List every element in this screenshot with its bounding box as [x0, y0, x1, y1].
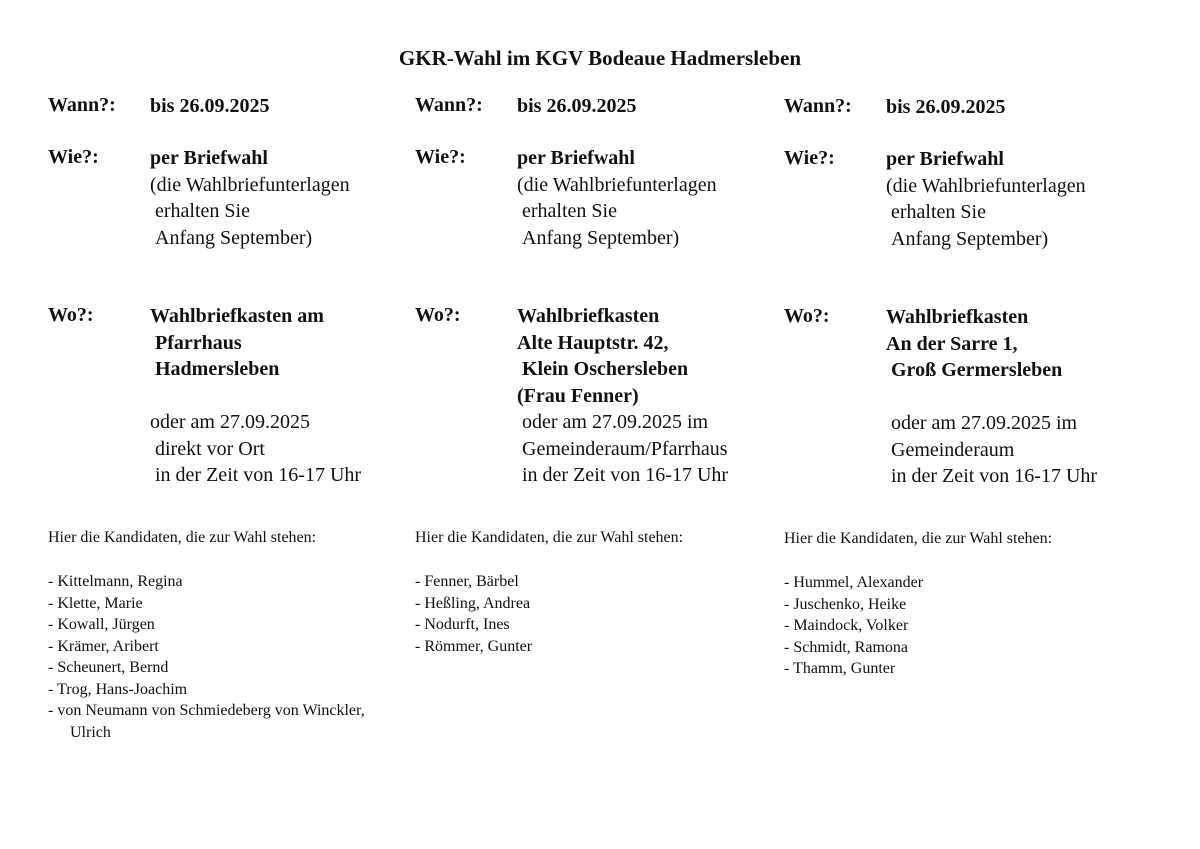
- when-label: Wann?:: [784, 95, 852, 117]
- alternative-block: [517, 409, 728, 489]
- how-note-line: (die Wahlbriefunterlagen: [150, 173, 350, 196]
- how-note-line: erhalten Sie: [891, 201, 986, 223]
- alternative-block: [886, 410, 1097, 490]
- where-line: Klein Oschersleben: [522, 358, 689, 380]
- where-label: Wo?:: [784, 305, 830, 327]
- how-block: [886, 146, 1086, 252]
- when-label: Wann?:: [48, 94, 116, 116]
- where-line: Wahlbriefkasten: [517, 305, 660, 327]
- candidate-item: - Trog, Hans-Joachim: [48, 680, 188, 698]
- how-note-line: Anfang September): [155, 226, 313, 249]
- how-note-line: Anfang September): [522, 226, 680, 249]
- candidate-item: - Maindock, Volker: [784, 617, 909, 634]
- alternative-line: in der Zeit von 16-17 Uhr: [891, 465, 1098, 487]
- how-label: Wie?:: [48, 146, 99, 168]
- how-block: [517, 145, 717, 251]
- where-line: Wahlbriefkasten am: [150, 305, 324, 327]
- alternative-line: in der Zeit von 16-17 Uhr: [522, 464, 729, 486]
- how-note-line: erhalten Sie: [522, 200, 617, 222]
- candidate-item: - Schmidt, Ramona: [784, 638, 908, 656]
- candidate-item: - Hummel, Alexander: [784, 574, 924, 591]
- alternative-block: [150, 409, 361, 489]
- candidate-item: - von Neumann von Schmiedeberg von Winckler, Ulrich: [48, 702, 365, 741]
- alternative-line: oder am 27.09.2025 im: [891, 412, 1078, 434]
- where-block: [886, 304, 1062, 384]
- how-block: [150, 145, 350, 251]
- candidates-intro: Hier die Kandidaten, die zur Wahl stehen:: [784, 530, 1053, 547]
- where-line: Hadmersleben: [155, 358, 280, 380]
- candidates-intro: Hier die Kandidaten, die zur Wahl stehen:: [415, 529, 684, 546]
- how-note-line: erhalten Sie: [155, 200, 250, 222]
- candidate-list: [415, 571, 532, 657]
- alternative-line: oder am 27.09.2025 im: [522, 411, 709, 433]
- candidate-item: - Klette, Marie: [48, 594, 143, 612]
- candidates-intro: Hier die Kandidaten, die zur Wahl stehen:: [48, 529, 317, 546]
- candidate-item: - Römmer, Gunter: [415, 637, 533, 655]
- how-note-line: (die Wahlbriefunterlagen: [517, 173, 717, 196]
- candidate-item: - Kittelmann, Regina: [48, 573, 183, 590]
- candidate-item: - Kowall, Jürgen: [48, 616, 155, 633]
- candidate-item: - Fenner, Bärbel: [415, 573, 519, 590]
- where-block: [517, 303, 688, 409]
- column-gross-germersleben: [784, 1, 1154, 849]
- how-label: Wie?:: [415, 146, 466, 168]
- candidate-item: - Nodurft, Ines: [415, 616, 510, 633]
- candidate-item: - Krämer, Aribert: [48, 637, 159, 655]
- where-block: [150, 303, 324, 383]
- candidate-list: [48, 571, 400, 743]
- how-value: per Briefwahl: [886, 148, 1004, 170]
- how-label: Wie?:: [784, 147, 835, 169]
- candidate-item: - Heßling, Andrea: [415, 594, 531, 612]
- candidate-item: - Juschenko, Heike: [784, 595, 907, 613]
- how-value: per Briefwahl: [517, 147, 635, 169]
- alternative-line: oder am 27.09.2025: [150, 411, 310, 433]
- where-label: Wo?:: [48, 304, 94, 326]
- when-value: bis 26.09.2025: [886, 96, 1006, 118]
- column-klein-oschersleben: [415, 0, 785, 848]
- how-note-line: Anfang September): [891, 227, 1049, 250]
- where-line: (Frau Fenner): [517, 384, 639, 407]
- alternative-line: Gemeinderaum: [891, 438, 1015, 461]
- when-value: bis 26.09.2025: [517, 95, 637, 117]
- how-note-line: (die Wahlbriefunterlagen: [886, 174, 1086, 197]
- where-line: An der Sarre 1,: [886, 332, 1018, 355]
- column-hadmersleben: [48, 0, 418, 848]
- when-label: Wann?:: [415, 94, 483, 116]
- how-value: per Briefwahl: [150, 147, 268, 169]
- where-label: Wo?:: [415, 304, 461, 326]
- where-line: Pfarrhaus: [155, 331, 242, 354]
- alternative-line: direkt vor Ort: [155, 437, 265, 460]
- where-line: Groß Germersleben: [891, 359, 1063, 381]
- where-line: Wahlbriefkasten: [886, 306, 1029, 328]
- alternative-line: Gemeinderaum/Pfarrhaus: [522, 437, 728, 460]
- where-line: Alte Hauptstr. 42,: [517, 331, 669, 354]
- candidate-list: [784, 572, 923, 680]
- candidate-item: - Scheunert, Bernd: [48, 659, 169, 676]
- alternative-line: in der Zeit von 16-17 Uhr: [155, 464, 362, 486]
- when-value: bis 26.09.2025: [150, 95, 270, 117]
- candidate-item: - Thamm, Gunter: [784, 660, 896, 677]
- page-title: GKR-Wahl im KGV Bodeaue Hadmersleben: [398, 46, 802, 70]
